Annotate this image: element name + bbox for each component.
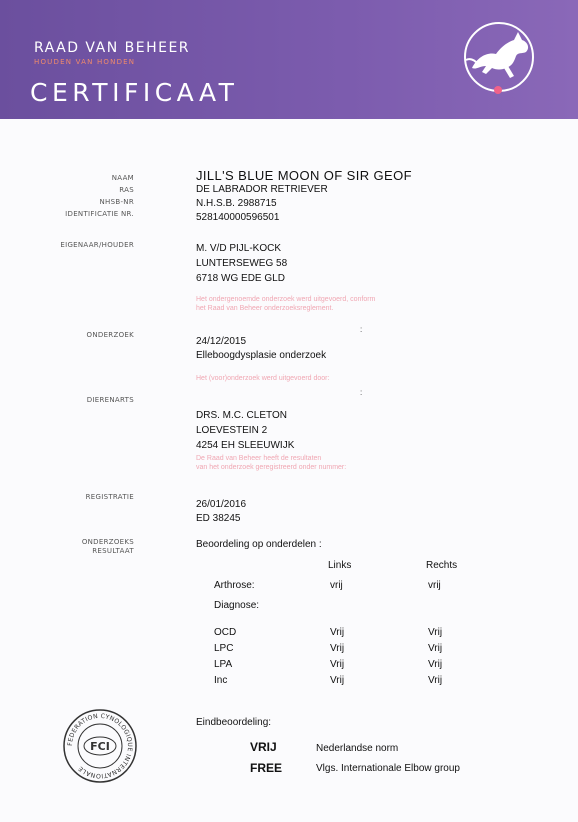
owner-street: LUNTERSEWEG 58 [196,258,288,269]
label-naam: NAAM [111,174,134,182]
arthrose-label: Arthrose: [214,580,255,591]
table-row-right: Vrij [428,643,443,654]
table-row-left: Vrij [330,675,345,686]
column-rechts: Rechts [426,560,458,571]
column-links: Links [328,560,352,571]
dog-name: JILL'S BLUE MOON OF SIR GEOF [196,168,412,183]
label-dierenarts: DIERENARTS [86,396,134,404]
registration-number: ED 38245 [196,513,241,524]
final-heading: Eindbeoordeling: [196,717,272,728]
result-heading: Beoordeling op onderdelen : [196,539,322,550]
dog-nhsb: N.H.S.B. 2988715 [196,198,277,209]
fci-seal-icon [62,708,138,784]
owner-city: 6718 WG EDE GLD [196,273,285,284]
final-result-en: FREE [250,761,283,775]
org-slogan: HOUDEN VAN HONDEN [34,58,136,66]
owner-note-1: Het ondergenoemde onderzoek werd uitgevoerd, conform [196,296,376,303]
exam-date: 24/12/2015 [196,336,247,347]
seal-center-text: FCI [90,740,110,753]
label-resultaat-1: ONDERZOEKS [81,538,134,546]
dog-logo-icon [458,16,540,98]
vet-street: LOEVESTEIN 2 [196,425,268,436]
vet-name: DRS. M.C. CLETON [196,410,287,421]
label-identificatie: IDENTIFICATIE NR. [65,210,134,218]
label-eigenaar: EIGENAAR/HOUDER [60,241,134,249]
table-row-left: Vrij [330,659,345,670]
table-row-left: Vrij [330,627,345,638]
dog-breed: DE LABRADOR RETRIEVER [196,184,328,195]
final-norm-nl: Nederlandse norm [316,743,399,754]
table-row-left: Vrij [330,643,345,654]
separator-mark: : [360,325,363,334]
registration-date: 26/01/2016 [196,499,247,510]
exam-note: Het (voor)onderzoek werd uitgevoerd door: [196,375,330,382]
table-row-name: LPA [214,659,233,670]
exam-type: Elleboogdysplasie onderzoek [196,350,327,361]
vet-city: 4254 EH SLEEUWIJK [196,440,295,451]
owner-note-2: het Raad van Beheer onderzoeksreglement. [196,305,334,312]
table-row-name: Inc [214,675,228,686]
final-result-nl: VRIJ [250,740,277,754]
diagnose-label: Diagnose: [214,600,260,611]
arthrose-left: vrij [330,580,343,591]
separator-mark: : [360,388,363,397]
org-name: RAAD VAN BEHEER [34,40,191,56]
label-onderzoek: ONDERZOEK [86,331,134,339]
arthrose-right: vrij [428,580,441,591]
dog-id: 528140000596501 [196,212,280,223]
seal-ring-text: FEDERATION CYNOLOGIQUE INTERNATIONALE [66,712,134,780]
owner-name: M. V/D PIJL-KOCK [196,243,282,254]
table-row-right: Vrij [428,675,443,686]
certificate-header [0,0,578,119]
table-row-name: LPC [214,643,234,654]
table-row-name: OCD [214,627,237,638]
label-nhsb: NHSB-NR [99,198,134,206]
final-norm-en: Vlgs. Internationale Elbow group [316,763,460,774]
certificate-title: CERTIFICAAT [30,78,239,107]
vet-note-2: van het onderzoek geregistreerd onder nummer: [196,464,347,471]
label-ras: RAS [119,186,134,194]
vet-note-1: De Raad van Beheer heeft de resultaten [196,455,322,462]
table-row-right: Vrij [428,627,443,638]
label-registratie: REGISTRATIE [85,493,134,501]
label-resultaat-2: RESULTAAT [92,547,134,555]
table-row-right: Vrij [428,659,443,670]
